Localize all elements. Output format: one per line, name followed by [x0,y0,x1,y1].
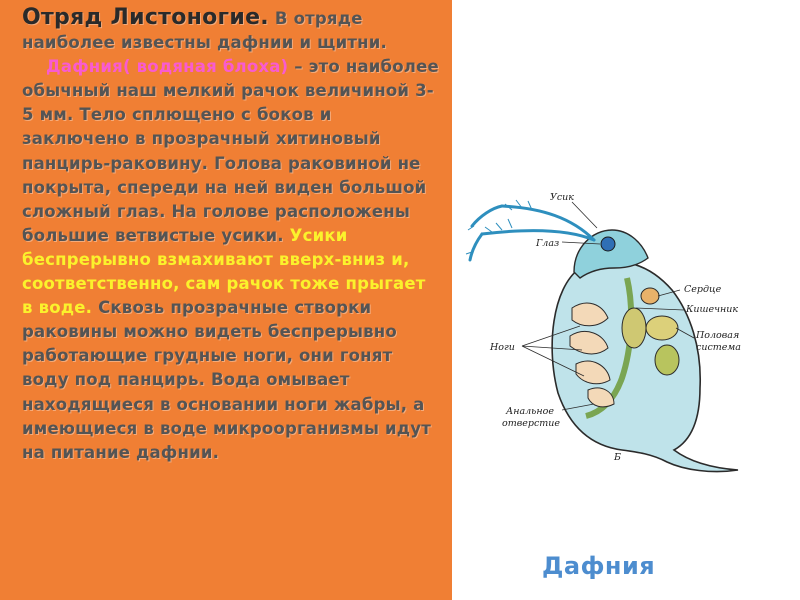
label-antenna: Усик [550,192,574,203]
intro-text: В отряде наиболее известны дафнии и щитни. [22,9,387,53]
label-reproductive-1: Половая [696,330,740,341]
body-text-1: – это наиболее обычный наш мелкий рачок величиной 3-5 мм. Тело сплющено с боков и заключено в прозрачный хитиновый панцирь-раковину. Голова раковиной не покрыта, спереди на ней виден большой сложный глаз. На голове расположены большие ветвистые усики. [22,57,439,245]
label-legs: Ноги [490,342,515,353]
antenna-branches [470,206,594,260]
figure-letter: Б [614,452,621,463]
daphnia-illustration [462,178,762,478]
label-eye: Глаз [536,238,560,249]
label-intestine: Кишечник [686,304,739,315]
compound-eye [601,237,615,251]
label-reproductive-2: система [696,342,741,353]
label-heart: Сердце [684,284,722,295]
heart [641,288,659,304]
highlight-text: Усики беспрерывно взмахивают вверх-вниз и, соответственно, сам рачок тоже прыгает в воде. [22,225,426,318]
article-text [22,6,442,465]
label-anal-2: отверстие [502,418,561,429]
body-text-2: Сквозь прозрачные створки раковины можно видеть беспрерывно работающие грудные ноги, они гонят воду под панцирь. Вода омывает находящиеся в основании ноги жабры, а имеющиеся в воде микроорганизмы идут на питание дафнии. [22,298,432,462]
daphnia-name: Дафния( водяная блоха) [46,57,289,77]
daphnia-diagram [462,178,762,478]
title: Отряд Листоногие. [22,5,269,30]
label-anal-1: Анальное [506,406,554,417]
caption: Дафния [542,552,656,580]
